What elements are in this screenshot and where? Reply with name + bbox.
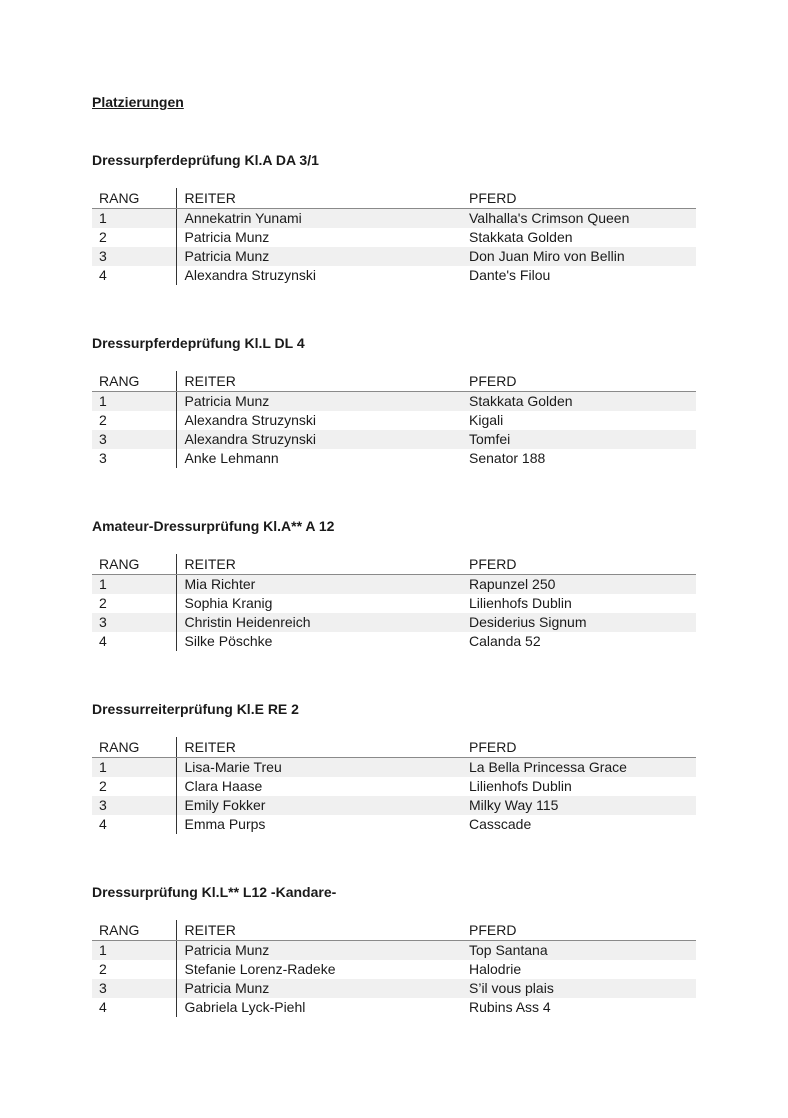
cell-pferd: Calanda 52 <box>469 633 541 649</box>
cell-rang: 2 <box>99 961 107 977</box>
cell-reiter: Patricia Munz <box>176 979 468 998</box>
column-header-reiter: REITER <box>176 554 468 575</box>
table-body <box>92 392 696 469</box>
cell-rang: 1 <box>92 209 176 229</box>
table-row <box>92 758 696 778</box>
cell-reiter: Patricia Munz <box>176 392 468 412</box>
column-header-rang: RANG <box>92 188 176 209</box>
cell-pferd: Lilienhofs Dublin <box>469 595 572 611</box>
spacer <box>92 651 696 699</box>
cell-pferd: Senator 188 <box>469 450 546 466</box>
column-header-pferd: PFERD <box>468 371 696 392</box>
cell-reiter: Silke Pöschke <box>176 632 468 651</box>
table-body <box>92 758 696 835</box>
spacer <box>92 468 696 516</box>
section-title: Dressurprüfung Kl.L** L12 -Kandare- <box>92 884 337 900</box>
results-section <box>92 516 696 651</box>
section-title: Amateur-Dressurprüfung Kl.A** A 12 <box>92 518 335 534</box>
table-body <box>92 575 696 652</box>
cell-rang: 2 <box>99 412 107 428</box>
table-body <box>92 209 696 286</box>
cell-reiter: Patricia Munz <box>176 247 468 266</box>
table-row <box>92 228 696 247</box>
cell-rang: 3 <box>92 613 176 632</box>
table-row <box>92 266 696 285</box>
table-row <box>92 392 696 412</box>
results-table <box>92 920 696 1017</box>
cell-reiter: Clara Haase <box>176 777 468 796</box>
column-header-pferd: PFERD <box>468 920 696 941</box>
cell-pferd: Rapunzel 250 <box>468 575 696 595</box>
cell-rang: 4 <box>99 999 107 1015</box>
page-title: Platzierungen <box>92 94 184 110</box>
column-header-pferd: PFERD <box>468 554 696 575</box>
cell-rang: 1 <box>92 575 176 595</box>
table-row <box>92 960 696 979</box>
cell-reiter: Gabriela Lyck-Piehl <box>176 998 468 1017</box>
column-header-rang: RANG <box>92 371 176 392</box>
cell-reiter: Patricia Munz <box>176 228 468 247</box>
cell-rang: 2 <box>99 778 107 794</box>
table-row <box>92 632 696 651</box>
cell-reiter: Lisa-Marie Treu <box>176 758 468 778</box>
cell-pferd: Top Santana <box>468 941 696 961</box>
table-header-row <box>92 371 696 392</box>
results-section <box>92 333 696 468</box>
cell-reiter: Alexandra Struzynski <box>176 266 468 285</box>
cell-reiter: Alexandra Struzynski <box>176 430 468 449</box>
table-row <box>92 613 696 632</box>
section-title: Dressurpferdeprüfung Kl.L DL 4 <box>92 335 305 351</box>
cell-pferd: Tomfei <box>468 430 696 449</box>
cell-pferd: Stakkata Golden <box>468 392 696 412</box>
cell-rang: 2 <box>99 595 107 611</box>
cell-pferd: La Bella Princessa Grace <box>468 758 696 778</box>
spacer <box>92 112 696 150</box>
cell-pferd: Stakkata Golden <box>469 229 573 245</box>
column-header-rang: RANG <box>92 737 176 758</box>
results-section <box>92 882 696 1017</box>
table-header-row <box>92 188 696 209</box>
cell-rang: 1 <box>92 758 176 778</box>
cell-reiter: Patricia Munz <box>176 941 468 961</box>
table-row <box>92 594 696 613</box>
cell-reiter: Emma Purps <box>176 815 468 834</box>
cell-pferd: Valhalla's Crimson Queen <box>468 209 696 229</box>
table-body <box>92 941 696 1018</box>
cell-rang: 1 <box>92 941 176 961</box>
cell-rang: 1 <box>92 392 176 412</box>
cell-rang: 4 <box>99 633 107 649</box>
table-header-row <box>92 554 696 575</box>
results-section <box>92 150 696 285</box>
cell-rang: 3 <box>99 450 107 466</box>
table-row <box>92 777 696 796</box>
cell-pferd: Casscade <box>469 816 532 832</box>
cell-pferd: Kigali <box>469 412 504 428</box>
cell-rang: 2 <box>99 229 107 245</box>
table-row <box>92 411 696 430</box>
section-title: Dressurpferdeprüfung Kl.A DA 3/1 <box>92 152 319 168</box>
cell-rang: 4 <box>99 816 107 832</box>
spacer <box>92 285 696 333</box>
cell-rang: 3 <box>92 979 176 998</box>
table-row <box>92 979 696 998</box>
sections-container <box>92 150 696 1017</box>
table-row <box>92 209 696 229</box>
results-table <box>92 188 696 285</box>
cell-rang: 3 <box>92 430 176 449</box>
cell-rang: 3 <box>92 247 176 266</box>
table-row <box>92 941 696 961</box>
section-title: Dressurreiterprüfung Kl.E RE 2 <box>92 701 299 717</box>
cell-reiter: Sophia Kranig <box>176 594 468 613</box>
table-row <box>92 247 696 266</box>
cell-pferd: Halodrie <box>469 961 522 977</box>
results-section <box>92 699 696 834</box>
column-header-reiter: REITER <box>176 188 468 209</box>
results-table <box>92 554 696 651</box>
cell-rang: 4 <box>99 267 107 283</box>
cell-reiter: Christin Heidenreich <box>176 613 468 632</box>
cell-reiter: Mia Richter <box>176 575 468 595</box>
table-header-row <box>92 920 696 941</box>
cell-pferd: Lilienhofs Dublin <box>469 778 572 794</box>
cell-reiter: Stefanie Lorenz-Radeke <box>176 960 468 979</box>
table-row <box>92 575 696 595</box>
table-row <box>92 998 696 1017</box>
spacer <box>92 834 696 882</box>
cell-pferd: Dante's Filou <box>469 267 551 283</box>
cell-pferd: Rubins Ass 4 <box>469 999 551 1015</box>
table-row <box>92 815 696 834</box>
table-header-row <box>92 737 696 758</box>
cell-pferd: Milky Way 115 <box>468 796 696 815</box>
results-table <box>92 371 696 468</box>
column-header-rang: RANG <box>92 554 176 575</box>
cell-pferd: Don Juan Miro von Bellin <box>468 247 696 266</box>
column-header-reiter: REITER <box>176 920 468 941</box>
column-header-reiter: REITER <box>176 371 468 392</box>
column-header-rang: RANG <box>92 920 176 941</box>
column-header-pferd: PFERD <box>468 188 696 209</box>
cell-reiter: Emily Fokker <box>176 796 468 815</box>
cell-reiter: Anke Lehmann <box>176 449 468 468</box>
column-header-pferd: PFERD <box>468 737 696 758</box>
table-row <box>92 430 696 449</box>
cell-pferd: S’il vous plais <box>468 979 696 998</box>
results-table <box>92 737 696 834</box>
document-page <box>92 92 696 1017</box>
cell-rang: 3 <box>92 796 176 815</box>
cell-reiter: Annekatrin Yunami <box>176 209 468 229</box>
cell-reiter: Alexandra Struzynski <box>176 411 468 430</box>
column-header-reiter: REITER <box>176 737 468 758</box>
table-row <box>92 796 696 815</box>
cell-pferd: Desiderius Signum <box>468 613 696 632</box>
table-row <box>92 449 696 468</box>
